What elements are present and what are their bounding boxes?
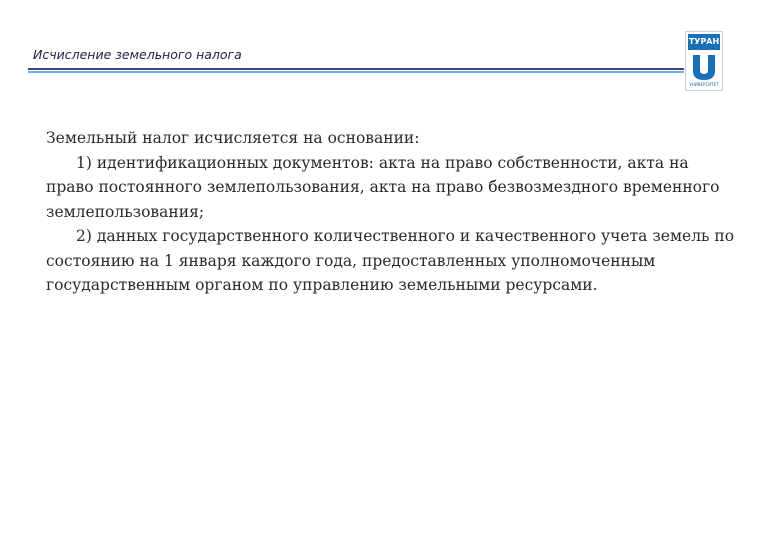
content-paragraph-item-1: 1) идентификационных документов: акта на право собственности, акта на право постоянного землепользования, акта на право безвозмездного временного землепользования; bbox=[46, 153, 720, 221]
divider-line-light bbox=[28, 71, 684, 73]
divider-line-dark bbox=[28, 68, 684, 70]
logo-brand-text: ТУРАН bbox=[688, 34, 720, 50]
turan-logo bbox=[685, 31, 723, 91]
u-letter-icon bbox=[690, 53, 718, 81]
logo-subtitle-text: УНИВЕРСИТЕТ bbox=[689, 82, 719, 87]
page-title: Исчисление земельного налога bbox=[33, 47, 242, 62]
header-divider bbox=[28, 68, 684, 73]
content-paragraph-item-2: 2) данных государственного количественного и качественного учета земель по состоянию на 1 января каждого года, предоставленных уполномоченным государственным органом по управлению земельными ресурсами. bbox=[46, 227, 735, 294]
content-paragraph-intro: Земельный налог исчисляется на основании: bbox=[46, 129, 420, 147]
content-body bbox=[46, 126, 736, 298]
